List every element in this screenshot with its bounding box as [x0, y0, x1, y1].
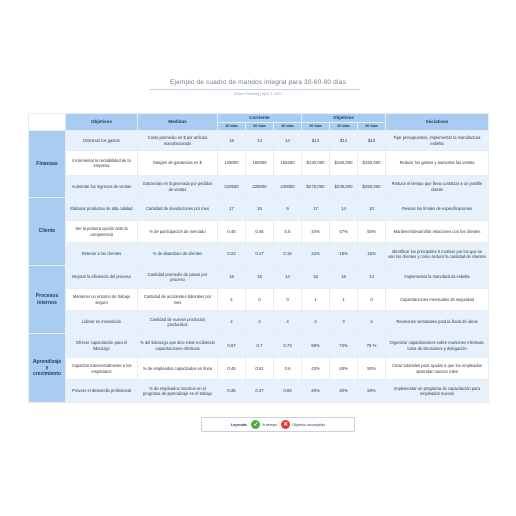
target-value-cell: 50%	[358, 221, 386, 243]
current-value-cell: 3	[246, 311, 274, 334]
target-value-cell: 3	[330, 311, 358, 334]
objective-cell: Elaborar productos de alta calidad	[66, 198, 138, 221]
target-value-cell: $230,000	[330, 176, 358, 198]
current-value-cell: 2	[218, 311, 246, 334]
table-row	[29, 131, 489, 151]
current-value-cell: 0.7	[246, 334, 274, 358]
objective-cell: Mejorar la eficiencia del proceso	[66, 266, 138, 289]
header-medidas: Medidas	[138, 114, 218, 131]
objective-cell: Aumentar los ingresos de ventas	[66, 176, 138, 198]
initiative-cell: Implementar la manufactura esbelta	[386, 266, 489, 289]
target-value-cell: 16	[302, 266, 330, 289]
current-value-cell: 0	[246, 289, 274, 311]
header-obj-90: 90 días	[358, 123, 386, 131]
current-value-cell: 240000	[274, 176, 302, 198]
current-value-cell: 156250	[274, 151, 302, 176]
current-value-cell: 0.35	[218, 380, 246, 403]
current-value-cell: 0.46	[246, 221, 274, 243]
current-value-cell: 4	[274, 311, 302, 334]
measure-cell: Cantidad de devoluciones por mes	[138, 198, 218, 221]
target-value-cell: 18%	[330, 243, 358, 266]
perspective-label: Cliente	[29, 198, 66, 266]
measure-cell: Costo promedio en $ por artículo manufacturado	[138, 131, 218, 151]
objective-cell: Capacitar transversalmente a los empleados	[66, 358, 138, 380]
target-value-cell: 75 %	[358, 334, 386, 358]
target-value-cell: 48%	[330, 358, 358, 380]
table-row	[29, 266, 489, 289]
header-obj-30: 30 días	[302, 123, 330, 131]
target-value-cell: 40%	[330, 380, 358, 403]
current-value-cell: 0.73	[274, 334, 302, 358]
current-value-cell: 15	[246, 266, 274, 289]
header-cur-60: 60 días	[246, 123, 274, 131]
current-value-cell: 0.22	[218, 243, 246, 266]
initiative-cell: Fijar presupuestos, implementar la manufactura esbelta	[386, 131, 489, 151]
table-row	[29, 221, 489, 243]
target-value-cell: $270,000	[302, 176, 330, 198]
table-row	[29, 243, 489, 266]
target-value-cell: $14	[330, 131, 358, 151]
target-value-cell: 44%	[302, 221, 330, 243]
check-circle-icon: ✓	[253, 421, 259, 428]
current-value-cell: 0.45	[218, 221, 246, 243]
current-value-cell: 0.47	[246, 380, 274, 403]
current-value-cell: 229000	[246, 176, 274, 198]
perspective-label: Aprendizaje y crecimiento	[29, 334, 66, 403]
target-value-cell: 22%	[302, 243, 330, 266]
perspective-label: Finanzas	[29, 131, 66, 198]
target-value-cell: $160,000	[330, 151, 358, 176]
target-value-cell: 1	[302, 289, 330, 311]
initiative-cell: Capacitaciones mensuales de seguridad	[386, 289, 489, 311]
target-value-cell: 69%	[302, 334, 330, 358]
current-value-cell: 160000	[246, 151, 274, 176]
current-value-cell: 0.59	[274, 380, 302, 403]
objective-cell: Incrementar la rentabilidad de la empresa	[66, 151, 138, 176]
table-row	[29, 334, 489, 358]
current-value-cell: 0.6	[274, 358, 302, 380]
current-value-cell: 17	[218, 198, 246, 221]
target-value-cell: 50%	[358, 358, 386, 380]
objective-cell: Retener a los clientes	[66, 243, 138, 266]
header-cur-90: 90 días	[274, 123, 302, 131]
perspective-label: Procesos internos	[29, 266, 66, 334]
current-value-cell: 0.51	[246, 358, 274, 380]
objective-cell: Ser la primera opción ante la competencia	[66, 221, 138, 243]
objective-cell: Mantener un entorno de trabajo seguro	[66, 289, 138, 311]
initiative-cell: Organizar capacitaciones sobre reuniones efectivas, toma de decisiones y delegación	[386, 334, 489, 358]
target-value-cell: $150,000	[358, 151, 386, 176]
measure-cell: Margen de ganancias en $	[138, 151, 218, 176]
initiative-cell: Implementar un programa de capacitación para empleados nuevos	[386, 380, 489, 403]
target-value-cell: 0	[358, 289, 386, 311]
current-value-cell: 0	[274, 289, 302, 311]
legend	[201, 417, 355, 432]
target-value-cell: 14	[330, 198, 358, 221]
header-obj-60: 60 días	[330, 123, 358, 131]
initiative-cell: Reuniones semanales para la lluvia de ideas	[386, 311, 489, 334]
initiative-cell: Revisar los límites de especificaciones	[386, 198, 489, 221]
measure-cell: Cantidad de nuevos productos producidos	[138, 311, 218, 334]
initiative-cell: Reducir el tiempo que lleva contactar a un posible cliente	[386, 176, 489, 198]
header-iniciativas: Iniciativas	[386, 114, 489, 131]
table-row	[29, 198, 489, 221]
current-value-cell: 0.67	[218, 334, 246, 358]
scorecard-table	[28, 113, 489, 403]
x-circle-icon: ✕	[283, 421, 289, 428]
current-value-cell: 0.16	[274, 243, 302, 266]
measure-cell: % del liderazgo que dice estar recibiendo capacitaciones efectivas	[138, 334, 218, 358]
objective-cell: Disminuir los gastos	[66, 131, 138, 151]
header-cur-30: 30 días	[218, 123, 246, 131]
measure-cell: Cantidad de accidentes laborales por mes	[138, 289, 218, 311]
header-corriente: Corriente	[218, 114, 302, 123]
initiative-cell: Mantener/desarrollar relaciones con los clientes	[386, 221, 489, 243]
measure-cell: % de empleados capacitados en línea	[138, 358, 218, 380]
measure-cell: % de abandono de clientes	[138, 243, 218, 266]
header-objetivos: Objetivos	[66, 114, 138, 131]
page-title: Ejemplo de cuadro de mandos integral para 30-60-90 días	[170, 79, 346, 86]
target-value-cell: 73%	[330, 334, 358, 358]
target-value-cell: 17	[302, 198, 330, 221]
target-value-cell: 4	[358, 311, 386, 334]
current-value-cell: 15	[246, 198, 274, 221]
title-divider	[150, 89, 360, 90]
measure-cell: Cantidad promedio de pasos por proceso	[138, 266, 218, 289]
table-row	[29, 358, 489, 380]
current-value-cell: 15	[218, 131, 246, 151]
objective-cell: Ofrecer capacitación para el liderazgo	[66, 334, 138, 358]
target-value-cell: 43%	[302, 358, 330, 380]
current-value-cell: 14	[274, 131, 302, 151]
target-value-cell: 20%	[302, 380, 330, 403]
page-subtitle: Robert Tersteeg | April 3, 2021	[233, 92, 283, 96]
target-value-cell: 10	[358, 198, 386, 221]
table-row	[29, 311, 489, 334]
current-value-cell: 15	[218, 266, 246, 289]
current-value-cell: 2	[218, 289, 246, 311]
table-row	[29, 176, 489, 198]
current-value-cell: 0.5	[274, 221, 302, 243]
target-value-cell: $130,000	[302, 151, 330, 176]
legend-label: Leyenda:	[230, 422, 248, 427]
table-row	[29, 380, 489, 403]
corner-blank	[29, 114, 66, 131]
legend-on-time: A tiempo	[262, 422, 278, 427]
target-value-cell: 1	[330, 289, 358, 311]
table-row	[29, 289, 489, 311]
current-value-cell: 9	[274, 198, 302, 221]
target-value-cell: 15	[330, 266, 358, 289]
initiative-cell: Reducir los gastos y aumentar las ventas	[386, 151, 489, 176]
measure-cell: Ganancias en $ generada por pedidos de ventas	[138, 176, 218, 198]
current-value-cell: 0.17	[246, 243, 274, 266]
target-value-cell: $14	[302, 131, 330, 151]
target-value-cell: 14	[358, 266, 386, 289]
objective-cell: Liderar en innovación	[66, 311, 138, 334]
target-value-cell: 15%	[358, 243, 386, 266]
legend-missed: Objetivo incumplido	[292, 422, 326, 427]
current-value-cell: 125000	[218, 151, 246, 176]
measure-cell: % de participación de mercado	[138, 221, 218, 243]
objective-cell: Proveer el desarrollo profesional	[66, 380, 138, 403]
measure-cell: % de empleados inscritos en el programa de aprendizaje en el trabajo	[138, 380, 218, 403]
header-objetivos-group: Objetivos	[302, 114, 386, 123]
table-row	[29, 151, 489, 176]
target-value-cell: $250,000	[358, 176, 386, 198]
target-value-cell: 2	[302, 311, 330, 334]
target-value-cell: 47%	[330, 221, 358, 243]
current-value-cell: 210500	[218, 176, 246, 198]
initiative-cell: Identificar los principales 5 motivos por los que se van los clientes y cómo reducir la cantidad de clientes	[386, 243, 489, 266]
initiative-cell: Crear tutoriales para ayudar a que los empleados aprendan nuevos roles	[386, 358, 489, 380]
target-value-cell: $13	[358, 131, 386, 151]
target-value-cell: 50%	[358, 380, 386, 403]
current-value-cell: 14	[246, 131, 274, 151]
current-value-cell: 14	[274, 266, 302, 289]
current-value-cell: 0.45	[218, 358, 246, 380]
